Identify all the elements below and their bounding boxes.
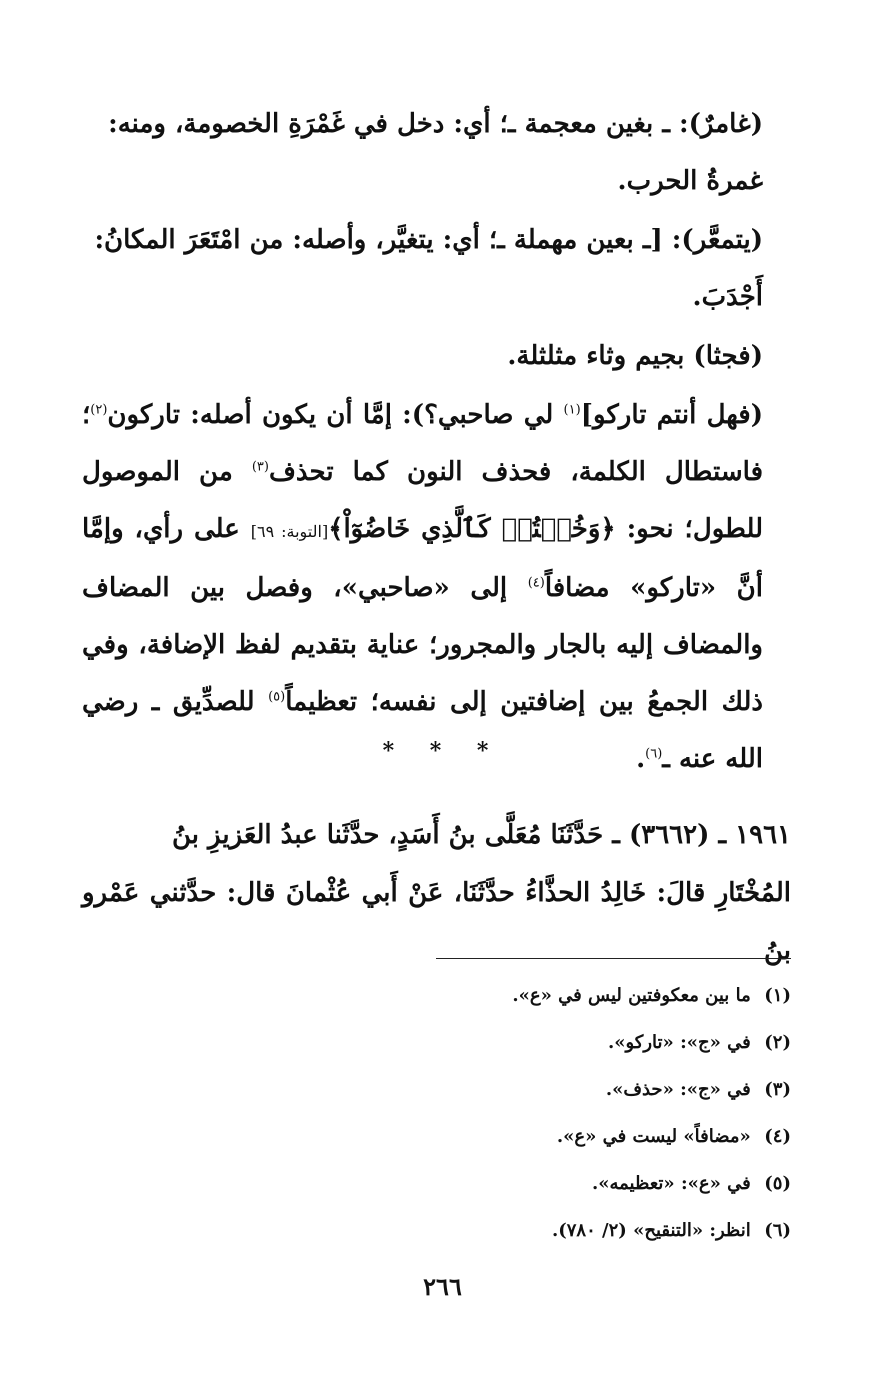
line: على رأي، وإمَّا أنَّ «تاركو» مضافاً xyxy=(82,514,763,603)
line: إلى «صاحبي»، وفصل بين المضاف والمضاف إليه بالجار والمجرور؛ xyxy=(82,573,763,660)
line: للصدِّيق ـ رضي الله عنه ـ xyxy=(82,687,763,774)
footnote-item xyxy=(391,972,791,1019)
footnote-divider xyxy=(436,958,791,959)
footnote-ref-6[interactable]: (٦) xyxy=(645,746,663,762)
punct: . xyxy=(636,744,646,774)
footnote-item xyxy=(391,1160,791,1207)
quran-reference: [التوبة: ٦٩] xyxy=(250,522,329,541)
footnote-ref-5[interactable]: (٥) xyxy=(268,689,286,705)
footnote-text: في «ج»: «تاركو». xyxy=(607,1032,751,1053)
paragraph-yatamaar xyxy=(82,212,791,326)
paragraph-fajatha xyxy=(82,328,791,385)
footnote-number: (١) xyxy=(764,985,791,1006)
footnote-text: في «ج»: «حذف». xyxy=(605,1079,751,1100)
hadith-line: المُخْتَارِ قالَ: خَالِدُ الحذَّاءُ حدَّثَنَا، عَنْ أَبي عُثْمانَ قال: حدَّثني عَمْرو بنُ xyxy=(82,878,791,966)
footnote-text: ما بين معكوفتين ليس في «ع». xyxy=(512,985,751,1006)
line: فاستطال الكلمة، فحذف النون كما تحذف xyxy=(268,457,763,487)
line: (غامرٌ): ـ بغين معجمة ـ؛ أي: دخل في غَمْرَةِ الخصومة، ومنه: xyxy=(108,109,763,139)
footnote-ref-3[interactable]: (٣) xyxy=(251,459,269,475)
footnote-number: (٢) xyxy=(764,1032,791,1053)
line: (يتمعَّر): [ـ بعين مهملة ـ؛ أي: يتغيَّر، وأصله: من امْتَعَرَ المكانُ: xyxy=(94,225,763,255)
paragraph-taarikoo xyxy=(82,387,791,788)
footnote-ref-4[interactable]: (٤) xyxy=(527,575,545,591)
line: من الموصول للطول؛ نحو: xyxy=(82,457,763,544)
footnote-ref-2[interactable]: (٢) xyxy=(90,402,108,418)
footnote-ref-1[interactable]: (١) xyxy=(563,402,581,418)
commentary-text xyxy=(82,96,791,790)
hadith-text xyxy=(82,806,791,980)
line: (فهل أنتم تاركو] xyxy=(580,400,764,430)
line: غمرةُ الحرب. xyxy=(617,166,763,196)
quran-verse: ﴿وَخُضۡتُمۡ كَٱلَّذِي خَاضُوٓاْ﴾ xyxy=(328,514,616,544)
page-number: ٢٦٦ xyxy=(423,1272,462,1301)
footnote-item xyxy=(391,1019,791,1066)
section-separator: * * * xyxy=(382,738,503,764)
footnote-number: (٥) xyxy=(764,1173,791,1194)
paragraph-ghamir xyxy=(82,96,791,210)
footnote-number: (٣) xyxy=(764,1079,791,1100)
footnotes xyxy=(391,972,791,1254)
line: لي صاحبي؟): إمَّا أن يكون أصله: تاركون xyxy=(107,400,554,430)
footnote-text: «مضافاً» ليست في «ع». xyxy=(556,1126,751,1147)
line: عناية بتقديم لفظ الإضافة، وفي ذلك الجمعُ بين إضافتين إلى نفسه؛ xyxy=(82,630,763,717)
line: تعظيماً xyxy=(285,687,358,717)
line: (فجثا) بجيم وثاء مثلثلة. xyxy=(507,341,763,371)
footnote-text: في «ع»: «تعظيمه». xyxy=(591,1173,751,1194)
line: أَجْدَبَ. xyxy=(692,282,763,312)
footnote-item xyxy=(391,1066,791,1113)
hadith-line: ١٩٦١ ـ (٣٦٦٢) ـ حَدَّثَنَا مُعَلَّى بنُ أَسَدٍ، حدَّثَنا عبدُ العَزيزِ بنُ xyxy=(171,820,791,850)
footnote-number: (٦) xyxy=(764,1220,791,1241)
footnote-number: (٤) xyxy=(764,1126,791,1147)
footnote-item xyxy=(391,1207,791,1254)
footnote-text: انظر: «التنقيح» (٢/ ٧٨٠). xyxy=(551,1220,751,1241)
punct: ؛ xyxy=(82,400,91,430)
footnote-item xyxy=(391,1113,791,1160)
